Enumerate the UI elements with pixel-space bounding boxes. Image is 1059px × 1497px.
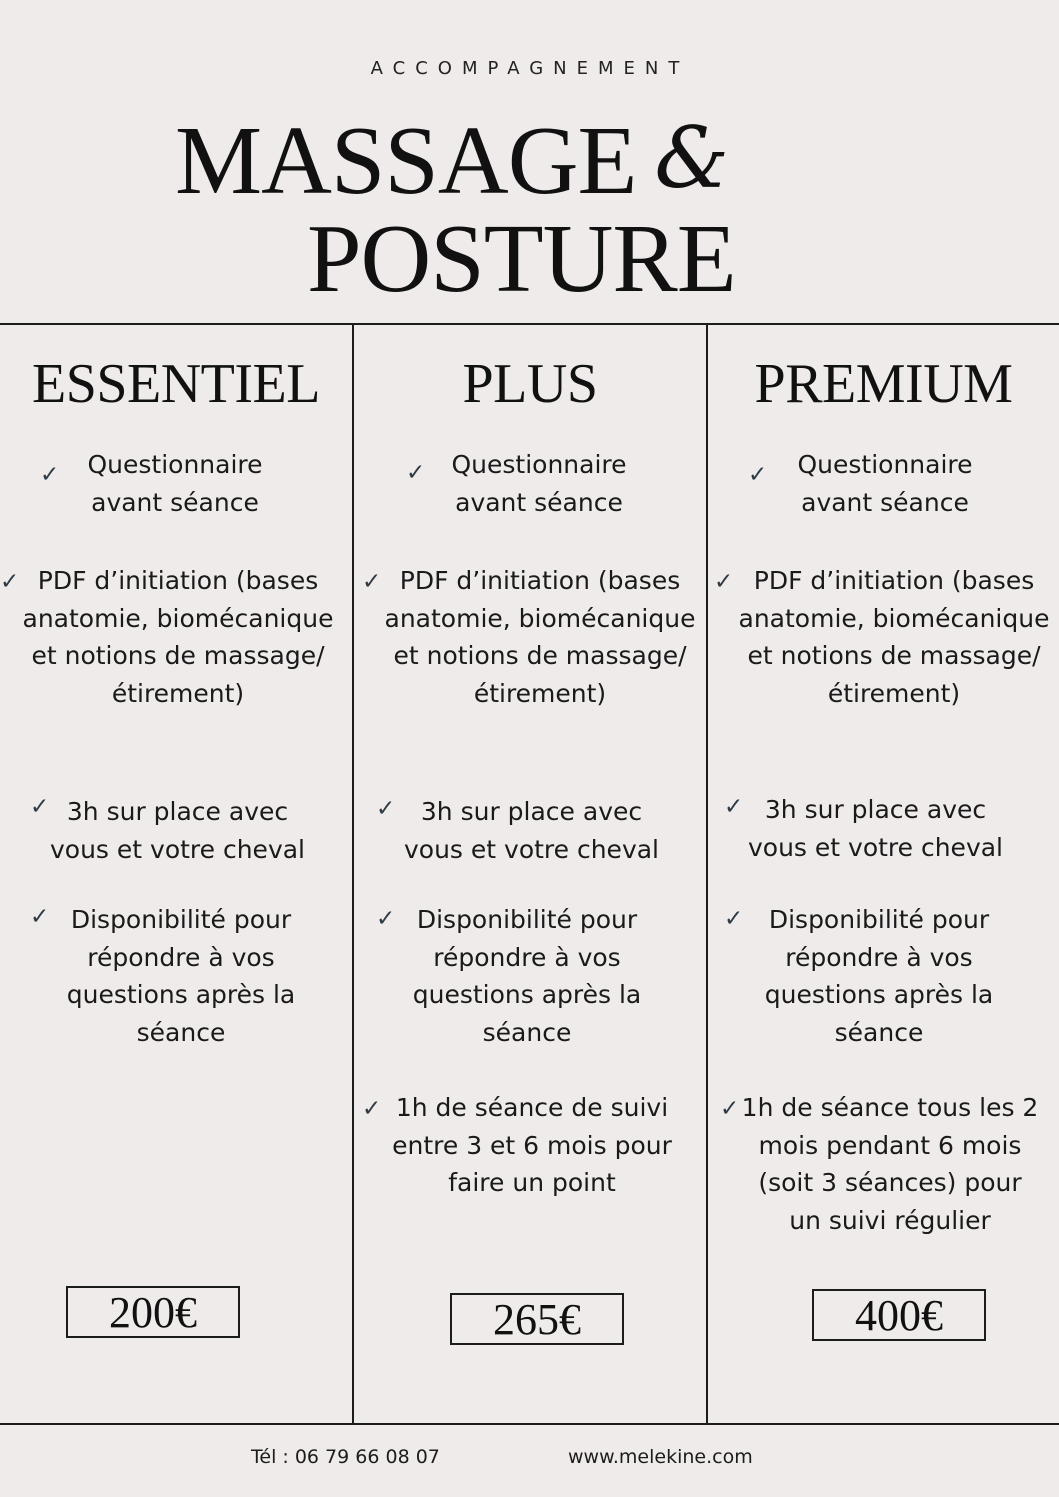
page-title-line-2: POSTURE — [307, 205, 736, 313]
check-icon: ✓ — [30, 794, 50, 820]
check-icon: ✓ — [362, 569, 382, 595]
check-icon: ✓ — [406, 460, 426, 486]
plan-feature: PDF d’initiation (bases anatomie, biomécanique et notions de massage/ étirement) — [22, 566, 334, 708]
check-icon: ✓ — [0, 569, 20, 595]
check-icon: ✓ — [724, 906, 744, 932]
plan-feature: Questionnaire avant séance — [797, 450, 973, 517]
plan-feature: Questionnaire avant séance — [451, 450, 627, 517]
plan-feature: PDF d’initiation (bases anatomie, biomécanique et notions de massage/ étirement) — [738, 566, 1050, 708]
check-icon: ✓ — [724, 794, 744, 820]
plan-title: PREMIUM — [754, 353, 1013, 415]
price-box: 400€ — [812, 1289, 986, 1341]
check-icon: ✓ — [748, 462, 768, 488]
plan-feature: Disponibilité pour répondre à vos questions après la séance — [764, 905, 994, 1047]
plan-feature: 3h sur place avec vous et votre cheval — [747, 795, 1004, 862]
check-icon: ✓ — [720, 1096, 740, 1122]
page-title-line-1 — [175, 107, 729, 215]
check-icon: ✓ — [376, 906, 396, 932]
plan-feature: Disponibilité pour répondre à vos questions après la séance — [412, 905, 642, 1047]
plan-title: ESSENTIEL — [32, 353, 320, 415]
title-ampersand: & — [654, 109, 729, 207]
plan-feature: 3h sur place avec vous et votre cheval — [403, 797, 660, 864]
footer-phone: Tél : 06 79 66 08 07 — [251, 1446, 440, 1468]
plan-feature: 1h de séance tous les 2 mois pendant 6 mois (soit 3 séances) pour un suivi régulier — [741, 1093, 1039, 1235]
plan-column-premium — [708, 326, 1059, 1424]
plan-column-essentiel — [0, 326, 352, 1424]
footer-website[interactable]: www.melekine.com — [568, 1446, 753, 1468]
plan-title: PLUS — [462, 353, 598, 415]
plan-feature: 1h de séance de suivi entre 3 et 6 mois pour faire un point — [392, 1093, 672, 1197]
plan-feature: Disponibilité pour répondre à vos questions après la séance — [66, 905, 296, 1047]
price-box: 200€ — [66, 1286, 240, 1338]
check-icon: ✓ — [714, 569, 734, 595]
check-icon: ✓ — [40, 462, 60, 488]
check-icon: ✓ — [362, 1096, 382, 1122]
title-word-massage: MASSAGE — [175, 107, 637, 215]
check-icon: ✓ — [30, 904, 50, 930]
plan-feature: 3h sur place avec vous et votre cheval — [49, 797, 306, 864]
plan-column-plus — [354, 326, 706, 1424]
plan-feature: PDF d’initiation (bases anatomie, biomécanique et notions de massage/ étirement) — [384, 566, 696, 708]
eyebrow-label: ACCOMPAGNEMENT — [370, 58, 690, 79]
plan-feature: Questionnaire avant séance — [87, 450, 263, 517]
check-icon: ✓ — [376, 796, 396, 822]
table-top-rule — [0, 323, 1059, 325]
price-box: 265€ — [450, 1293, 624, 1345]
